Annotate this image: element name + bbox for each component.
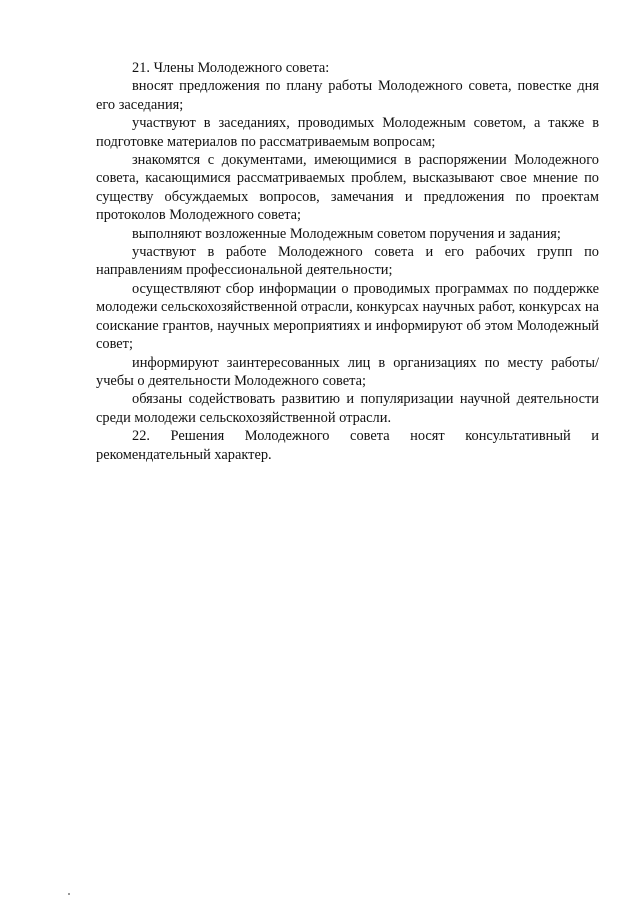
document-body — [96, 59, 599, 464]
paragraph-members-heading: 21. Члены Молодежного совета: — [132, 60, 330, 76]
paragraph-promote-science: обязаны содействовать развитию и популяризации научной деятельности среди молодежи сельскохозяйственной отрасли. — [96, 391, 599, 426]
paragraph-working-groups: участвуют в работе Молодежного совета и его рабочих групп по направлениям профессиональной деятельности; — [96, 244, 599, 279]
paragraph-collect-information: осуществляют сбор информации о проводимых программах по поддержке молодежи сельскохозяйственной отрасли, конкурсах научных работ, конкурсах на соискание грантов, научных мероприятиях и информируют об этом Молодежный совет; — [96, 280, 599, 353]
scan-speck — [68, 893, 70, 895]
paragraph-decisions: 22. Решения Молодежного совета носят консультативный и рекомендательный характер. — [96, 428, 599, 463]
paragraph-participate-meetings: участвуют в заседаниях, проводимых Молодежным советом, а также в подготовке материалов по рассматриваемым вопросам; — [96, 115, 599, 150]
paragraph-execute-tasks: выполняют возложенные Молодежным советом поручения и задания; — [132, 225, 561, 242]
paragraph-inform-persons: информируют заинтересованных лиц в организациях по месту работы/учебы о деятельности Молодежного совета; — [96, 354, 599, 389]
paragraph-review-documents: знакомятся с документами, имеющимися в распоряжении Молодежного совета, касающимися рассматриваемых проблем, высказывают свое мнение по существу обсуждаемых вопросов, замечания и предложения по проектам протоколов Молодежного совета; — [96, 152, 599, 224]
paragraph-proposals: вносят предложения по плану работы Молодежного совета, повестке дня его заседания; — [96, 78, 599, 113]
